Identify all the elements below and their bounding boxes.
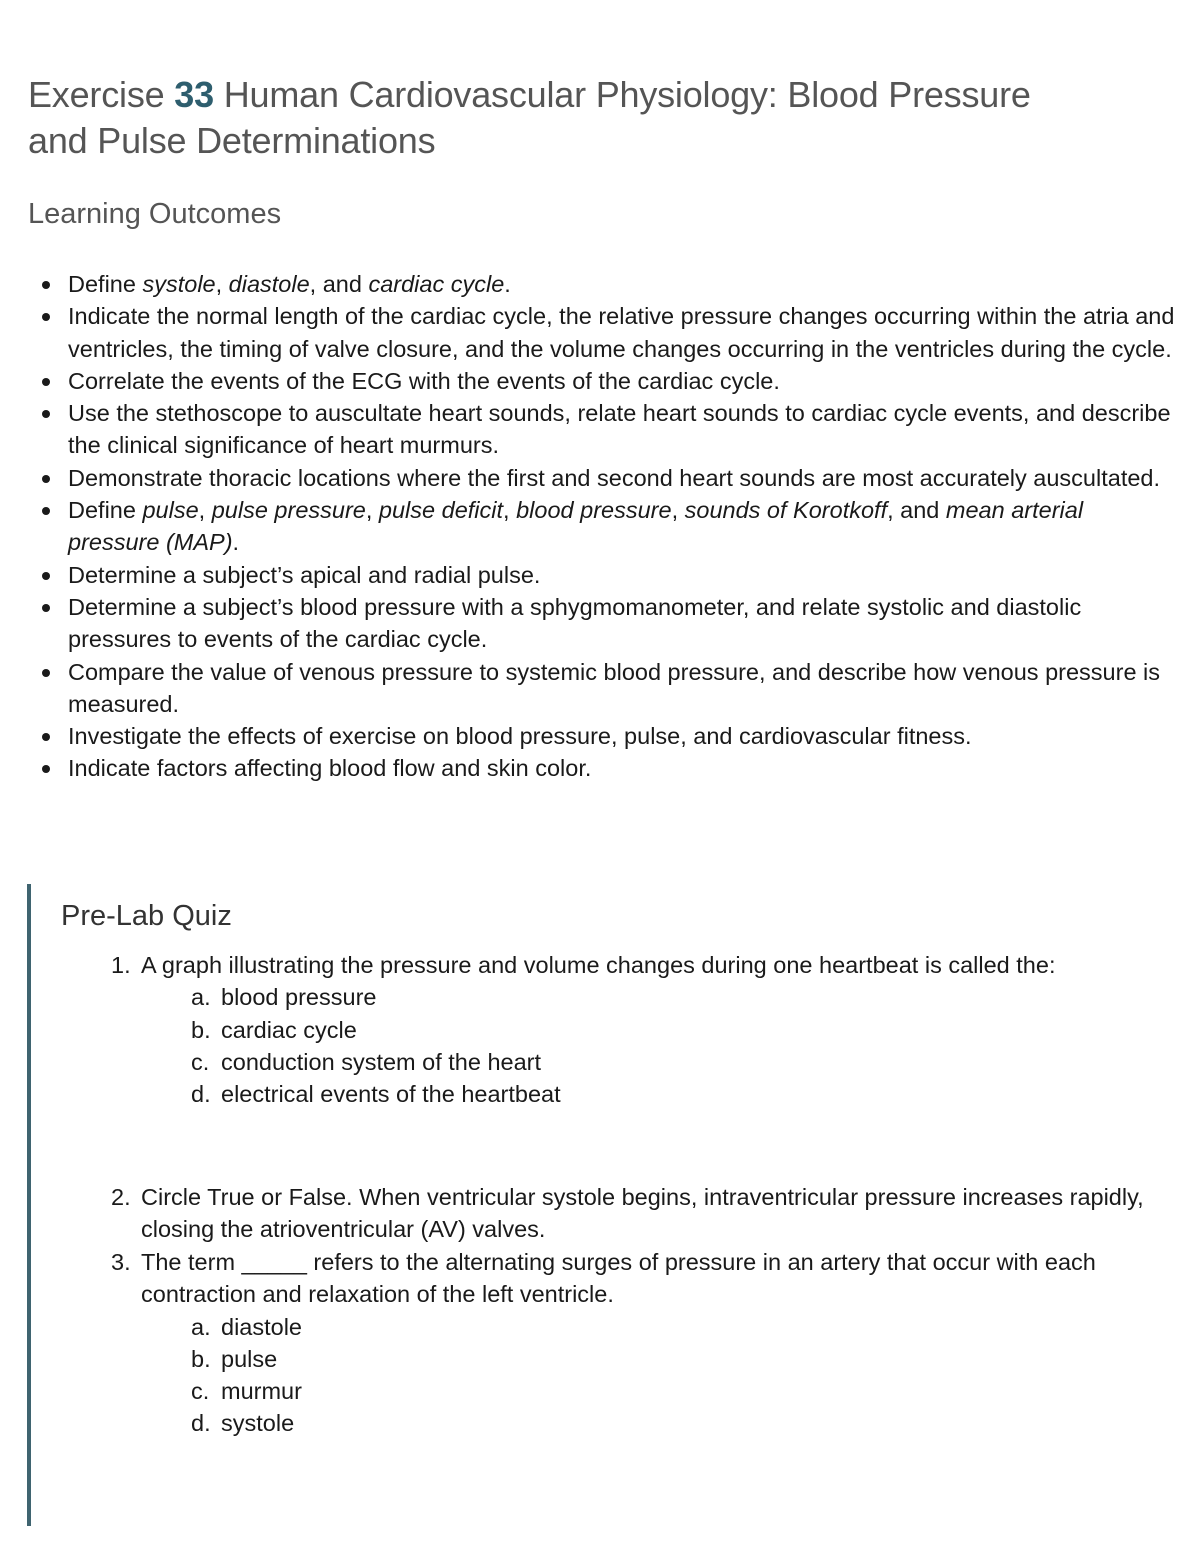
option-text: electrical events of the heartbeat <box>221 1081 561 1108</box>
outcome-item <box>68 300 1175 365</box>
term-blood-pressure: blood pressure <box>516 497 672 524</box>
outcome-text: , <box>671 497 685 524</box>
title-line2: and Pulse Determinations <box>28 120 436 161</box>
question-number: 2. <box>111 1184 131 1210</box>
term-mean-arterial-pressure: mean arterial pressure (MAP) <box>68 497 1084 556</box>
option-text: murmur <box>221 1378 302 1405</box>
term-cardiac-cycle: cardiac cycle <box>368 271 505 297</box>
outcome-text: Determine a subject’s apical and radial pulse. <box>68 561 541 588</box>
bullet-icon <box>42 475 50 483</box>
term-pulse-pressure: pulse pressure <box>211 497 366 524</box>
outcome-item <box>68 462 1175 494</box>
title-prefix: Exercise <box>28 74 165 115</box>
answer-option <box>141 1046 1151 1078</box>
term-pulse-deficit: pulse deficit <box>378 497 504 524</box>
bullet-icon <box>42 281 50 289</box>
outcome-text: Investigate the effects of exercise on blood pressure, pulse, and cardiovascular fitness. <box>68 723 972 750</box>
outcome-text: , <box>198 497 212 524</box>
bullet-icon <box>42 378 50 386</box>
answer-option <box>141 1343 1151 1375</box>
outcome-text: , <box>215 271 229 297</box>
outcome-item <box>68 268 1175 300</box>
option-letter: d. <box>191 1410 211 1437</box>
outcome-text: Demonstrate thoracic locations where the first and second heart sounds are most accurately auscultated. <box>68 464 1161 491</box>
quiz-question-3 <box>111 1246 1151 1440</box>
outcome-item <box>68 397 1175 462</box>
option-letter: c. <box>191 1378 210 1405</box>
answer-options <box>141 1311 1151 1440</box>
bullet-icon <box>42 733 50 741</box>
option-letter: a. <box>191 984 211 1011</box>
outcome-text: . <box>504 271 511 297</box>
outcome-text: , and <box>887 497 946 524</box>
answer-option <box>141 1311 1151 1343</box>
question-text: A graph illustrating the pressure and volume changes during one heartbeat is called the: <box>141 952 1056 978</box>
option-letter: c. <box>191 1048 210 1075</box>
bullet-icon <box>42 669 50 677</box>
outcome-item <box>68 559 1175 591</box>
outcome-text: . <box>232 529 240 556</box>
answer-option <box>141 981 1151 1013</box>
pre-lab-quiz-section <box>27 884 1177 1526</box>
bullet-icon <box>42 313 50 321</box>
option-letter: b. <box>191 1345 211 1372</box>
outcome-text: Use the stethoscope to auscultate heart sounds, relate heart sounds to cardiac cycle events, and describe the clinical significance of heart murmurs. <box>68 400 1171 459</box>
learning-outcomes-heading: Learning Outcomes <box>28 198 282 230</box>
outcome-text: , <box>503 497 517 524</box>
outcome-item <box>68 656 1175 721</box>
question-number: 1. <box>111 952 131 978</box>
answer-option <box>141 1014 1151 1046</box>
outcome-item <box>68 591 1175 656</box>
question-text: The term _____ refers to the alternating surges of pressure in an artery that occur with each contraction and relaxation of the left ventricle. <box>141 1249 1096 1308</box>
outcome-text: Indicate the normal length of the cardiac cycle, the relative pressure changes occurring within the atria and ventricles, the timing of valve closure, and the volume changes occurring in the ventricles during the cycle. <box>68 303 1175 362</box>
title-line1-rest: Human Cardiovascular Physiology: Blood Pressure <box>223 74 1031 115</box>
term-systole: systole <box>142 271 216 297</box>
answer-option <box>141 1407 1151 1439</box>
bullet-icon <box>42 604 50 612</box>
option-text: conduction system of the heart <box>221 1048 542 1075</box>
outcome-text: Define <box>68 271 143 297</box>
outcome-item <box>68 752 1175 784</box>
bullet-icon <box>42 507 50 515</box>
bullet-icon <box>42 765 50 773</box>
outcome-text: , <box>365 497 379 524</box>
option-text: systole <box>221 1410 295 1437</box>
outcome-text: , and <box>309 271 369 297</box>
outcome-text: Indicate factors affecting blood flow and skin color. <box>68 755 592 782</box>
bullet-icon <box>42 572 50 580</box>
option-letter: b. <box>191 1016 211 1043</box>
option-text: cardiac cycle <box>221 1016 357 1043</box>
question-text: Circle True or False. When ventricular systole begins, intraventricular pressure increases rapidly, closing the atrioventricular (AV) valves. <box>141 1184 1144 1243</box>
pre-lab-quiz-heading: Pre-Lab Quiz <box>61 900 232 932</box>
outcome-item <box>68 494 1175 559</box>
term-sounds-of-korotkoff: sounds of Korotkoff <box>684 497 888 524</box>
answer-options <box>141 981 1151 1110</box>
option-letter: d. <box>191 1081 211 1108</box>
question-number: 3. <box>111 1249 131 1275</box>
outcome-text: Compare the value of venous pressure to systemic blood pressure, and describe how venous pressure is measured. <box>68 658 1161 717</box>
bullet-icon <box>42 410 50 418</box>
option-letter: a. <box>191 1313 211 1340</box>
quiz-question-2 <box>111 1181 1151 1246</box>
option-text: blood pressure <box>221 984 377 1011</box>
quiz-question-1 <box>111 949 1151 1110</box>
answer-option <box>141 1375 1151 1407</box>
page-title <box>28 72 1178 164</box>
outcome-text: Correlate the events of the ECG with the events of the cardiac cycle. <box>68 367 780 394</box>
answer-option <box>141 1078 1151 1110</box>
outcome-text: Determine a subject’s blood pressure with a sphygmomanometer, and relate systolic and diastolic pressures to events of the cardiac cycle. <box>68 593 1082 653</box>
term-pulse: pulse <box>142 497 199 524</box>
exercise-number: 33 <box>174 74 214 115</box>
outcome-text: Define <box>68 497 143 524</box>
outcome-item <box>68 365 1175 397</box>
outcome-item <box>68 720 1175 752</box>
learning-outcomes-list <box>0 268 1175 785</box>
term-diastole: diastole <box>228 271 310 297</box>
option-text: diastole <box>221 1313 302 1340</box>
option-text: pulse <box>221 1345 278 1372</box>
